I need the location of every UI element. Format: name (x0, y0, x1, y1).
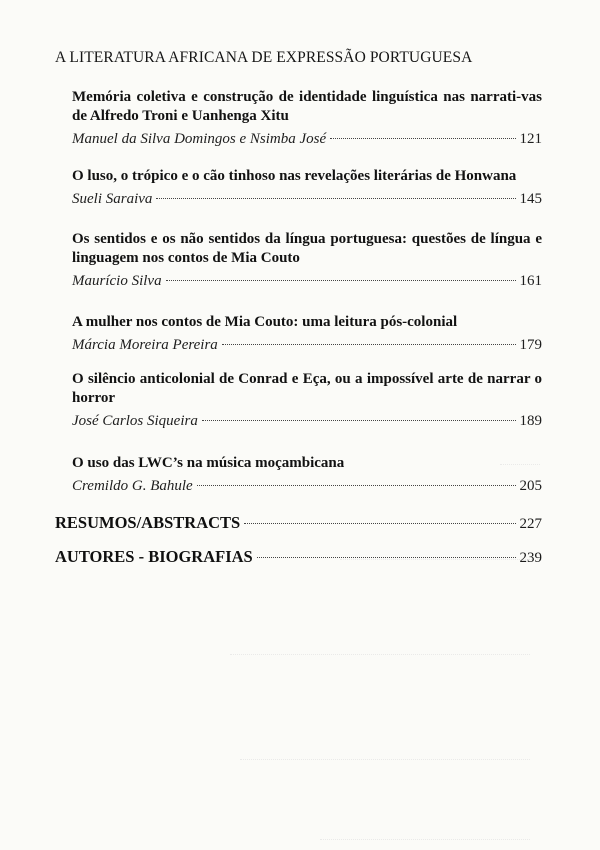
dot-leader (197, 485, 516, 486)
toc-entry-page: 179 (519, 337, 542, 353)
toc-entry-title: Os sentidos e os não sentidos da língua portuguesa: questões de língua e linguagem nos contos de Mia Couto (72, 231, 542, 266)
back-matter-page: 239 (519, 550, 542, 566)
toc-entry-line (72, 272, 542, 291)
toc-entry-author: José Carlos Siqueira (72, 413, 198, 429)
toc-entry-author: Márcia Moreira Pereira (72, 337, 218, 353)
toc-entry-line (72, 190, 542, 209)
toc-entry-line (72, 336, 542, 355)
section-title: A LITERATURA AFRICANA DE EXPRESSÃO PORTUGUESA (55, 49, 473, 66)
toc-entry[interactable] (72, 370, 542, 431)
bleed-through-4 (240, 745, 530, 760)
toc-entry[interactable] (72, 313, 542, 355)
toc-entry[interactable] (72, 454, 542, 496)
toc-entry-page: 145 (519, 191, 542, 207)
back-matter-page: 227 (519, 516, 542, 532)
toc-entry-title: A mulher nos contos de Mia Couto: uma leitura pós-colonial (72, 314, 458, 330)
toc-entry-page: 189 (519, 413, 542, 429)
toc-back-matter-autores[interactable] (55, 547, 542, 567)
toc-entry-author: Manuel da Silva Domingos e Nsimba José (72, 131, 327, 147)
toc-entry-title: O luso, o trópico e o cão tinhoso nas revelações literárias de Honwana (72, 168, 517, 184)
dot-leader (244, 523, 515, 524)
bleed-through-3 (230, 640, 530, 655)
bleed-through-5 (320, 825, 530, 840)
dot-leader (202, 420, 516, 421)
toc-entry-title: Memória coletiva e construção de identidade linguística nas narrati-vas de Alfredo Troni e Uanhenga Xitu (72, 89, 542, 124)
dot-leader (257, 557, 516, 558)
toc-entry-line (72, 130, 542, 149)
toc-entry-line (72, 477, 542, 496)
toc-entry-title: O uso das LWC’s na música moçambicana (72, 455, 345, 471)
toc-entry-author: Maurício Silva (72, 273, 162, 289)
dot-leader (222, 344, 516, 345)
dot-leader (330, 138, 515, 139)
toc-entry-page: 121 (519, 131, 542, 147)
toc-entry[interactable] (72, 230, 542, 291)
dot-leader (156, 198, 515, 199)
toc-entry-page: 205 (519, 478, 542, 494)
toc-entry[interactable] (72, 167, 542, 209)
toc-entry-line (72, 412, 542, 431)
toc-entry-author: Cremildo G. Bahule (72, 478, 193, 494)
toc-entry-author: Sueli Saraiva (72, 191, 153, 207)
toc-back-matter-resumos[interactable] (55, 513, 542, 533)
back-matter-title: RESUMOS/ABSTRACTS (55, 513, 241, 532)
dot-leader (166, 280, 516, 281)
back-matter-title: AUTORES - BIOGRAFIAS (55, 547, 253, 566)
toc-entry-page: 161 (519, 273, 542, 289)
toc-entry-title: O silêncio anticolonial de Conrad e Eça, ou a impossível arte de narrar o horror (72, 371, 542, 406)
toc-entry[interactable] (72, 88, 542, 149)
